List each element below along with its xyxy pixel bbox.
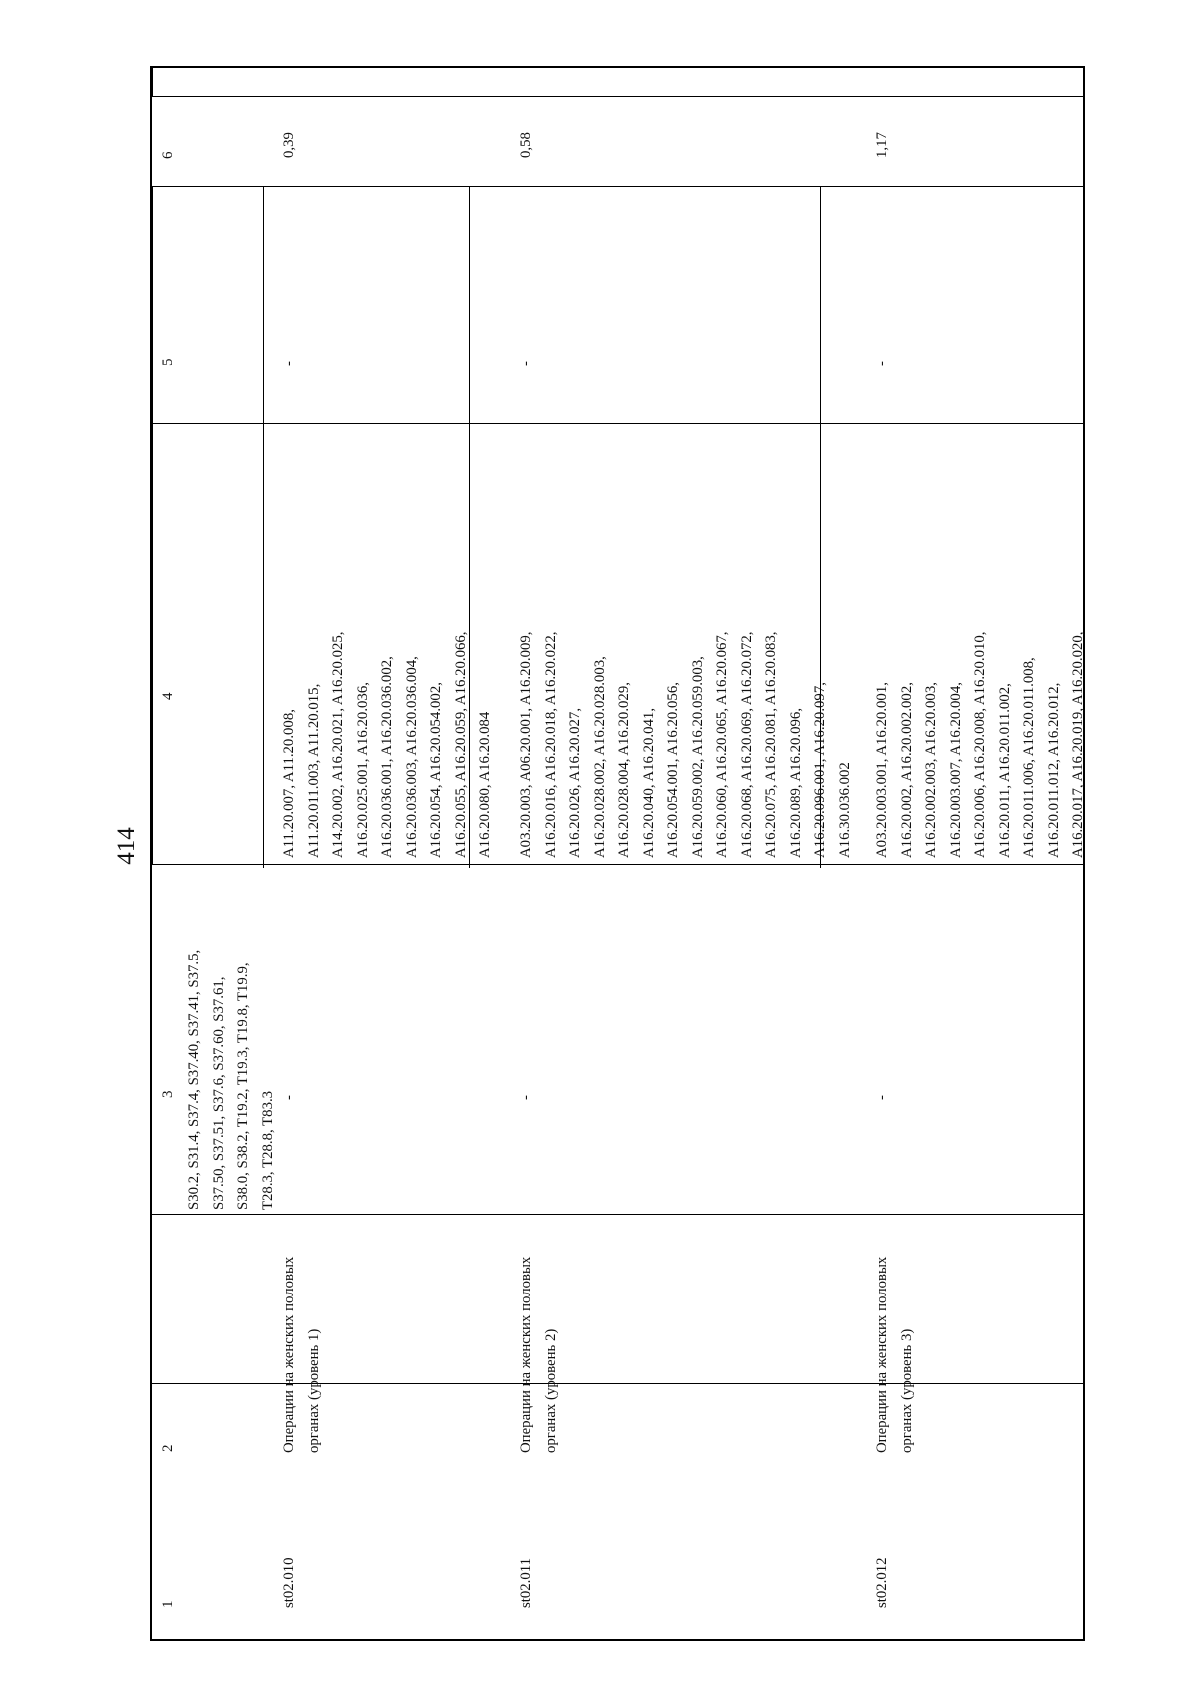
row-col5-value: -	[874, 361, 890, 366]
row-procedure-codes: A03.20.003, A06.20.001, A16.20.009, A16.20.016, A16.20.018, A16.20.022, A16.20.026, A16.20.027, A16.20.028.002, A16.20.028.003, A16.20.028.004, A16.20.029, A16.20.040, A16.20.041, A16.20.054.001, A16.20.056, A16.20.059.002, A16.20.059.003, A16.20.060, A16.20.065, A16.20.067, A16.20.068, A16.20.069, A16.20.072, A16.20.075, A16.20.081, A16.20.083, A16.20.089, A16.20.096, A16.20.096.001, A16.20.097, A16.30.036.002	[518, 631, 853, 858]
col-divider	[263, 186, 264, 868]
row-code: st02.010	[281, 1557, 297, 1608]
row-coefficient: 0,58	[518, 132, 534, 158]
row-name: Операции на женских половых органах (уровень 3)	[874, 1256, 915, 1453]
row-code: st02.012	[874, 1557, 890, 1608]
column-header-6: 6	[160, 151, 176, 159]
row-diagnosis-codes: -	[281, 1095, 297, 1100]
row-name: Операции на женских половых органах (уровень 1)	[281, 1256, 322, 1453]
row-divider	[152, 186, 1083, 187]
column-header-5: 5	[160, 358, 176, 366]
row-col5-value: -	[281, 361, 297, 366]
column-header-3: 3	[160, 1090, 176, 1098]
header-divider	[152, 96, 1083, 97]
col-divider	[152, 186, 153, 864]
tariff-table	[150, 66, 1085, 1641]
row-procedure-codes: A11.20.007, A11.20.008, A11.20.011.003, A11.20.015, A14.20.002, A16.20.021, A16.20.025, A16.20.025.001, A16.20.036, A16.20.036.001, A16.20.036.002, A16.20.036.003, A16.20.036.004, A16.20.054, A16.20.054.002, A16.20.055, A16.20.059, A16.20.066, A16.20.080, A16.20.084	[281, 631, 493, 858]
col-divider	[152, 68, 153, 96]
row-code: st02.011	[518, 1557, 534, 1608]
row-col5-value: -	[518, 361, 534, 366]
row-diagnosis-codes: -	[874, 1095, 890, 1100]
row-divider	[152, 423, 1083, 424]
row-divider	[152, 1214, 1083, 1215]
column-header-2: 2	[160, 1444, 176, 1452]
column-header-4: 4	[160, 692, 176, 700]
row-coefficient: 0,39	[281, 132, 297, 158]
row-coefficient: 1,17	[874, 132, 890, 158]
page-number: 414	[113, 827, 140, 865]
row-procedure-codes: A03.20.003.001, A16.20.001, A16.20.002, A16.20.002.002, A16.20.002.003, A16.20.003, A16.20.003.007, A16.20.004, A16.20.006, A16.20.008, A16.20.010, A16.20.011, A16.20.011.002, A16.20.011.006, A16.20.011.008, A16.20.011.012, A16.20.012, A16.20.017, A16.20.019, A16.20.020,	[874, 631, 1086, 858]
row-name: Операции на женских половых органах (уровень 2)	[518, 1256, 559, 1453]
row-diagnosis-codes: -	[518, 1095, 534, 1100]
continuation-diagnosis-codes: S30.2, S31.4, S37.4, S37.40, S37.41, S37.5, S37.50, S37.51, S37.6, S37.60, S37.61, S38.0, S38.2, T19.2, T19.3, T19.8, T19.9, T28.3, T28.8, T83.3	[186, 949, 276, 1210]
column-header-1: 1	[160, 1600, 176, 1608]
row-divider	[152, 864, 1083, 865]
